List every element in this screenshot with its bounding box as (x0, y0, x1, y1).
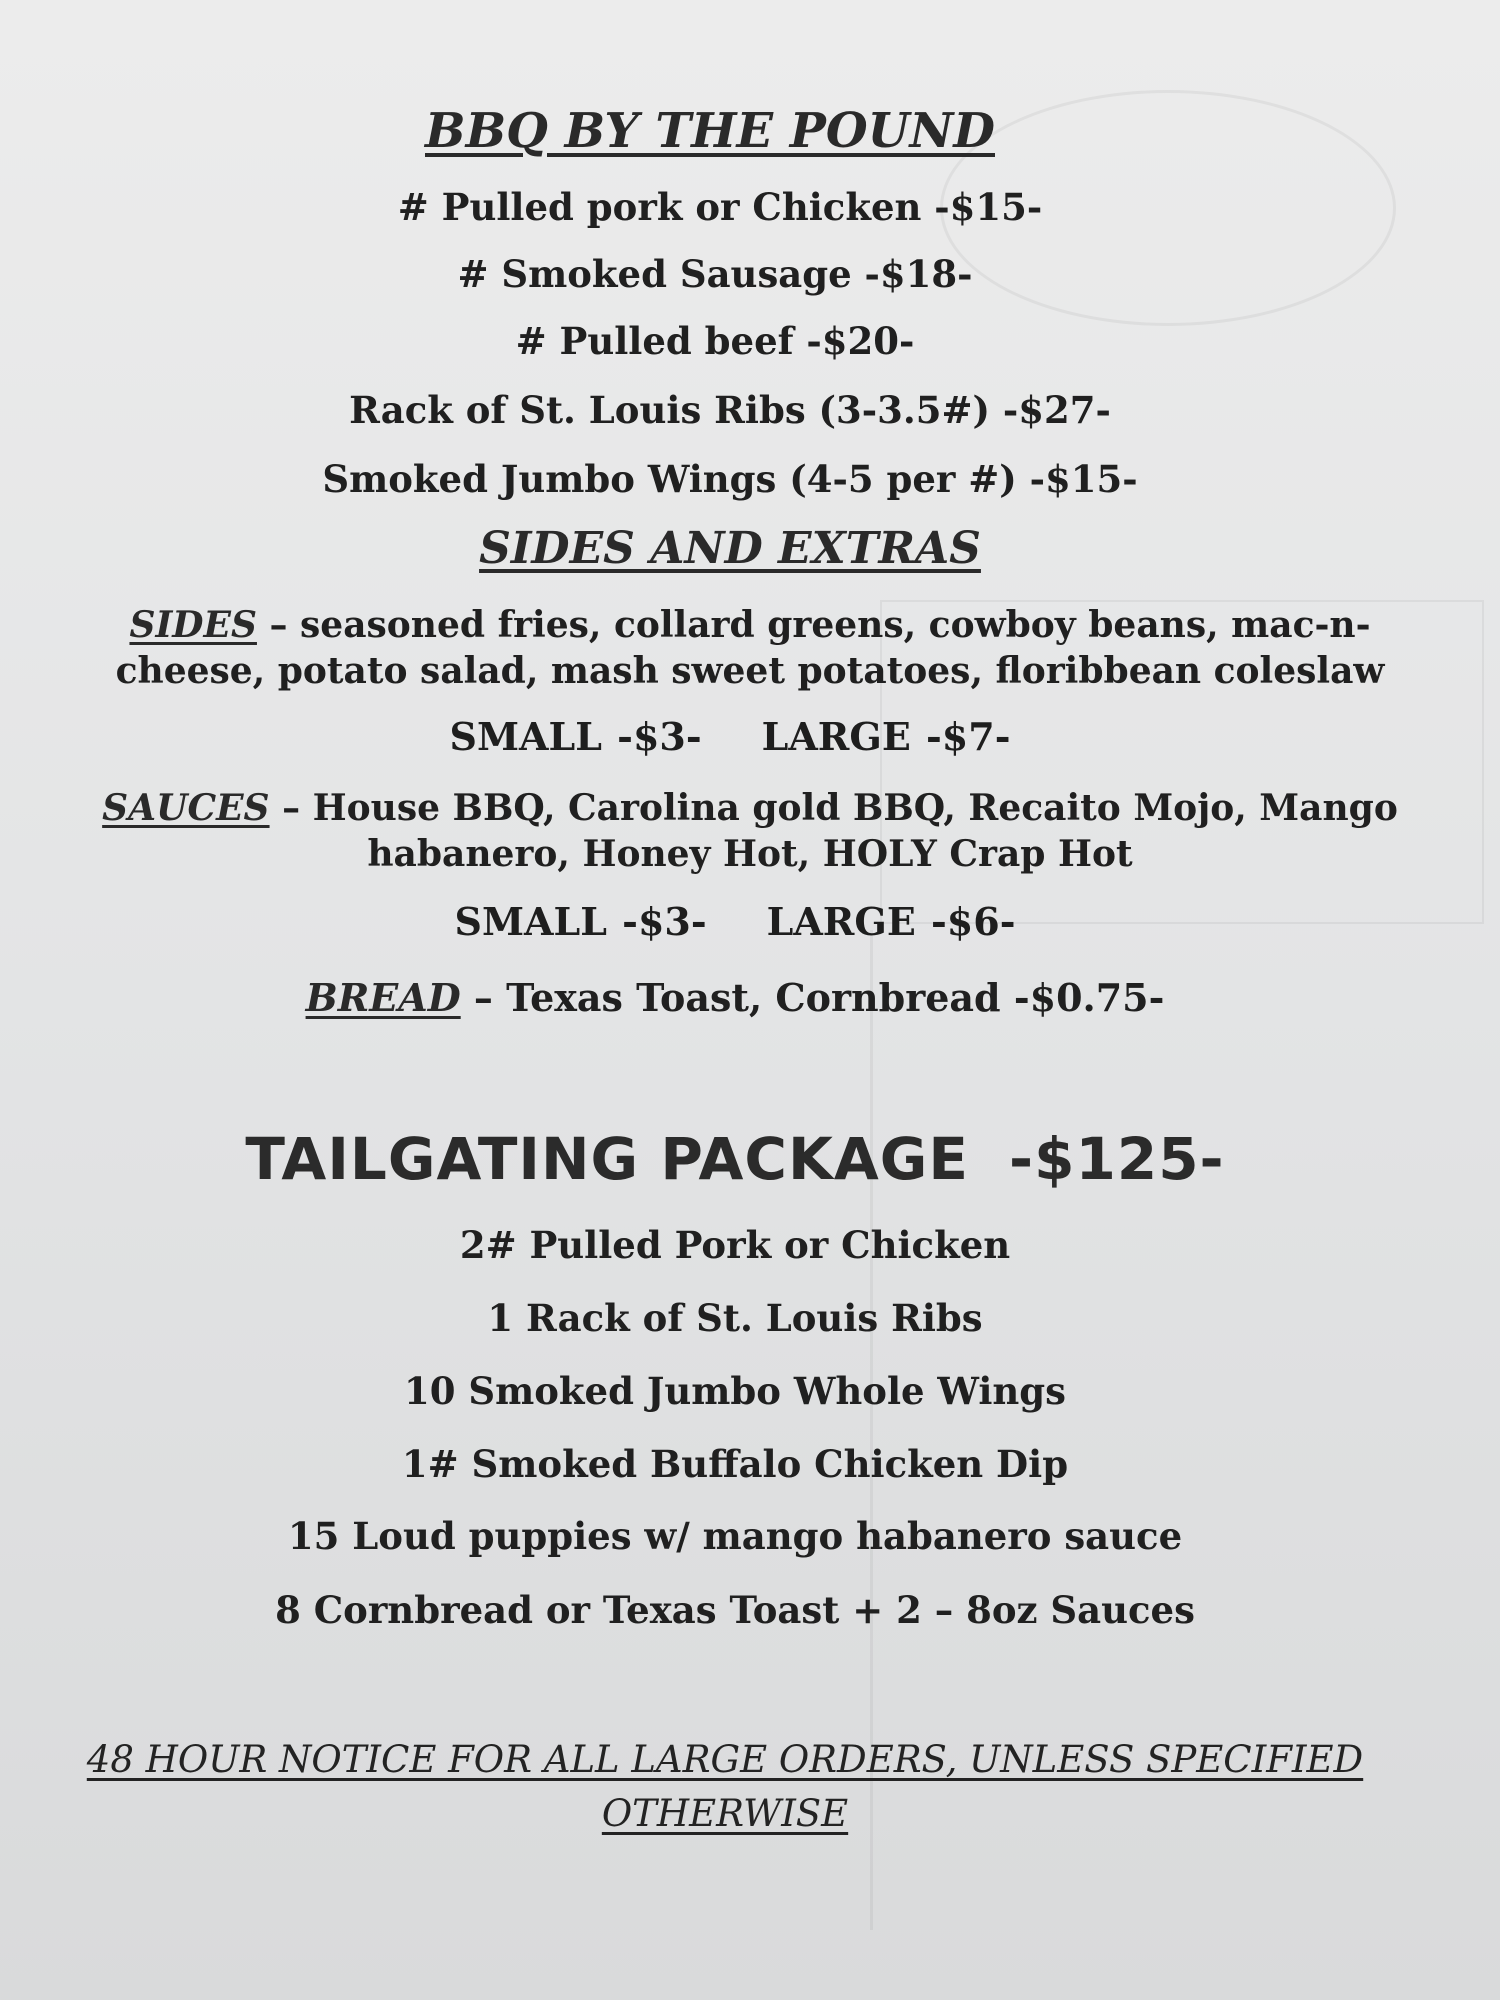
sauces-large-price: LARGE -$6- (766, 899, 1016, 944)
menu-item-pulled-beef: # Pulled beef -$20- (515, 319, 915, 363)
menu-item-pulled-pork-chicken: # Pulled pork or Chicken -$15- (397, 185, 1043, 229)
tailgating-package-price: -$125- (1009, 1125, 1225, 1193)
sides-large-price: LARGE -$7- (761, 714, 1011, 759)
menu-item-smoked-sausage: # Smoked Sausage -$18- (457, 252, 973, 296)
bread-line (0, 975, 1485, 1020)
sides-small-price: SMALL -$3- (449, 714, 702, 759)
tailgating-item-wings: 10 Smoked Jumbo Whole Wings (403, 1369, 1066, 1413)
large-order-notice-line2: OTHERWISE (601, 1792, 849, 1835)
sauces-list: – House BBQ, Carolina gold BBQ, Recaito Mojo, Mango habanero, Honey Hot, HOLY Crap Hot (269, 787, 1398, 875)
tailgating-item-cornbread-sauces: 8 Cornbread or Texas Toast + 2 – 8oz Sauces (275, 1588, 1195, 1632)
tailgating-item-buffalo-dip: 1# Smoked Buffalo Chicken Dip (401, 1442, 1069, 1486)
tailgating-item-loud-puppies: 15 Loud puppies w/ mango habanero sauce (287, 1514, 1183, 1558)
sides-and-extras-heading: SIDES AND EXTRAS (479, 523, 981, 574)
sides-list: – seasoned fries, collard greens, cowboy beans, mac-n-cheese, potato salad, mash sweet potatoes, floribbean coleslaw (115, 604, 1385, 692)
large-order-notice-line1: 48 HOUR NOTICE FOR ALL LARGE ORDERS, UNLESS SPECIFIED (86, 1738, 1364, 1781)
tailgating-item-ribs: 1 Rack of St. Louis Ribs (487, 1296, 983, 1340)
sauces-description (60, 785, 1440, 877)
tailgating-item-pulled-pork: 2# Pulled Pork or Chicken (459, 1223, 1011, 1267)
bbq-by-the-pound-heading: BBQ BY THE POUND (425, 103, 995, 159)
sides-price-row (0, 714, 1480, 759)
sauces-small-price: SMALL -$3- (454, 899, 707, 944)
sauces-label: SAUCES (102, 787, 270, 829)
bread-label: BREAD (305, 975, 461, 1020)
sauces-price-row (0, 899, 1485, 944)
tailgating-package-title-row (0, 1125, 1485, 1193)
sides-label: SIDES (129, 604, 257, 646)
menu-item-st-louis-ribs: Rack of St. Louis Ribs (3-3.5#) -$27- (349, 388, 1111, 432)
menu-item-smoked-jumbo-wings: Smoked Jumbo Wings (4-5 per #) -$15- (322, 457, 1138, 501)
bread-list: – Texas Toast, Cornbread -$0.75- (460, 975, 1165, 1020)
sides-description (60, 602, 1440, 694)
tailgating-package-title: TAILGATING PACKAGE (245, 1125, 970, 1193)
